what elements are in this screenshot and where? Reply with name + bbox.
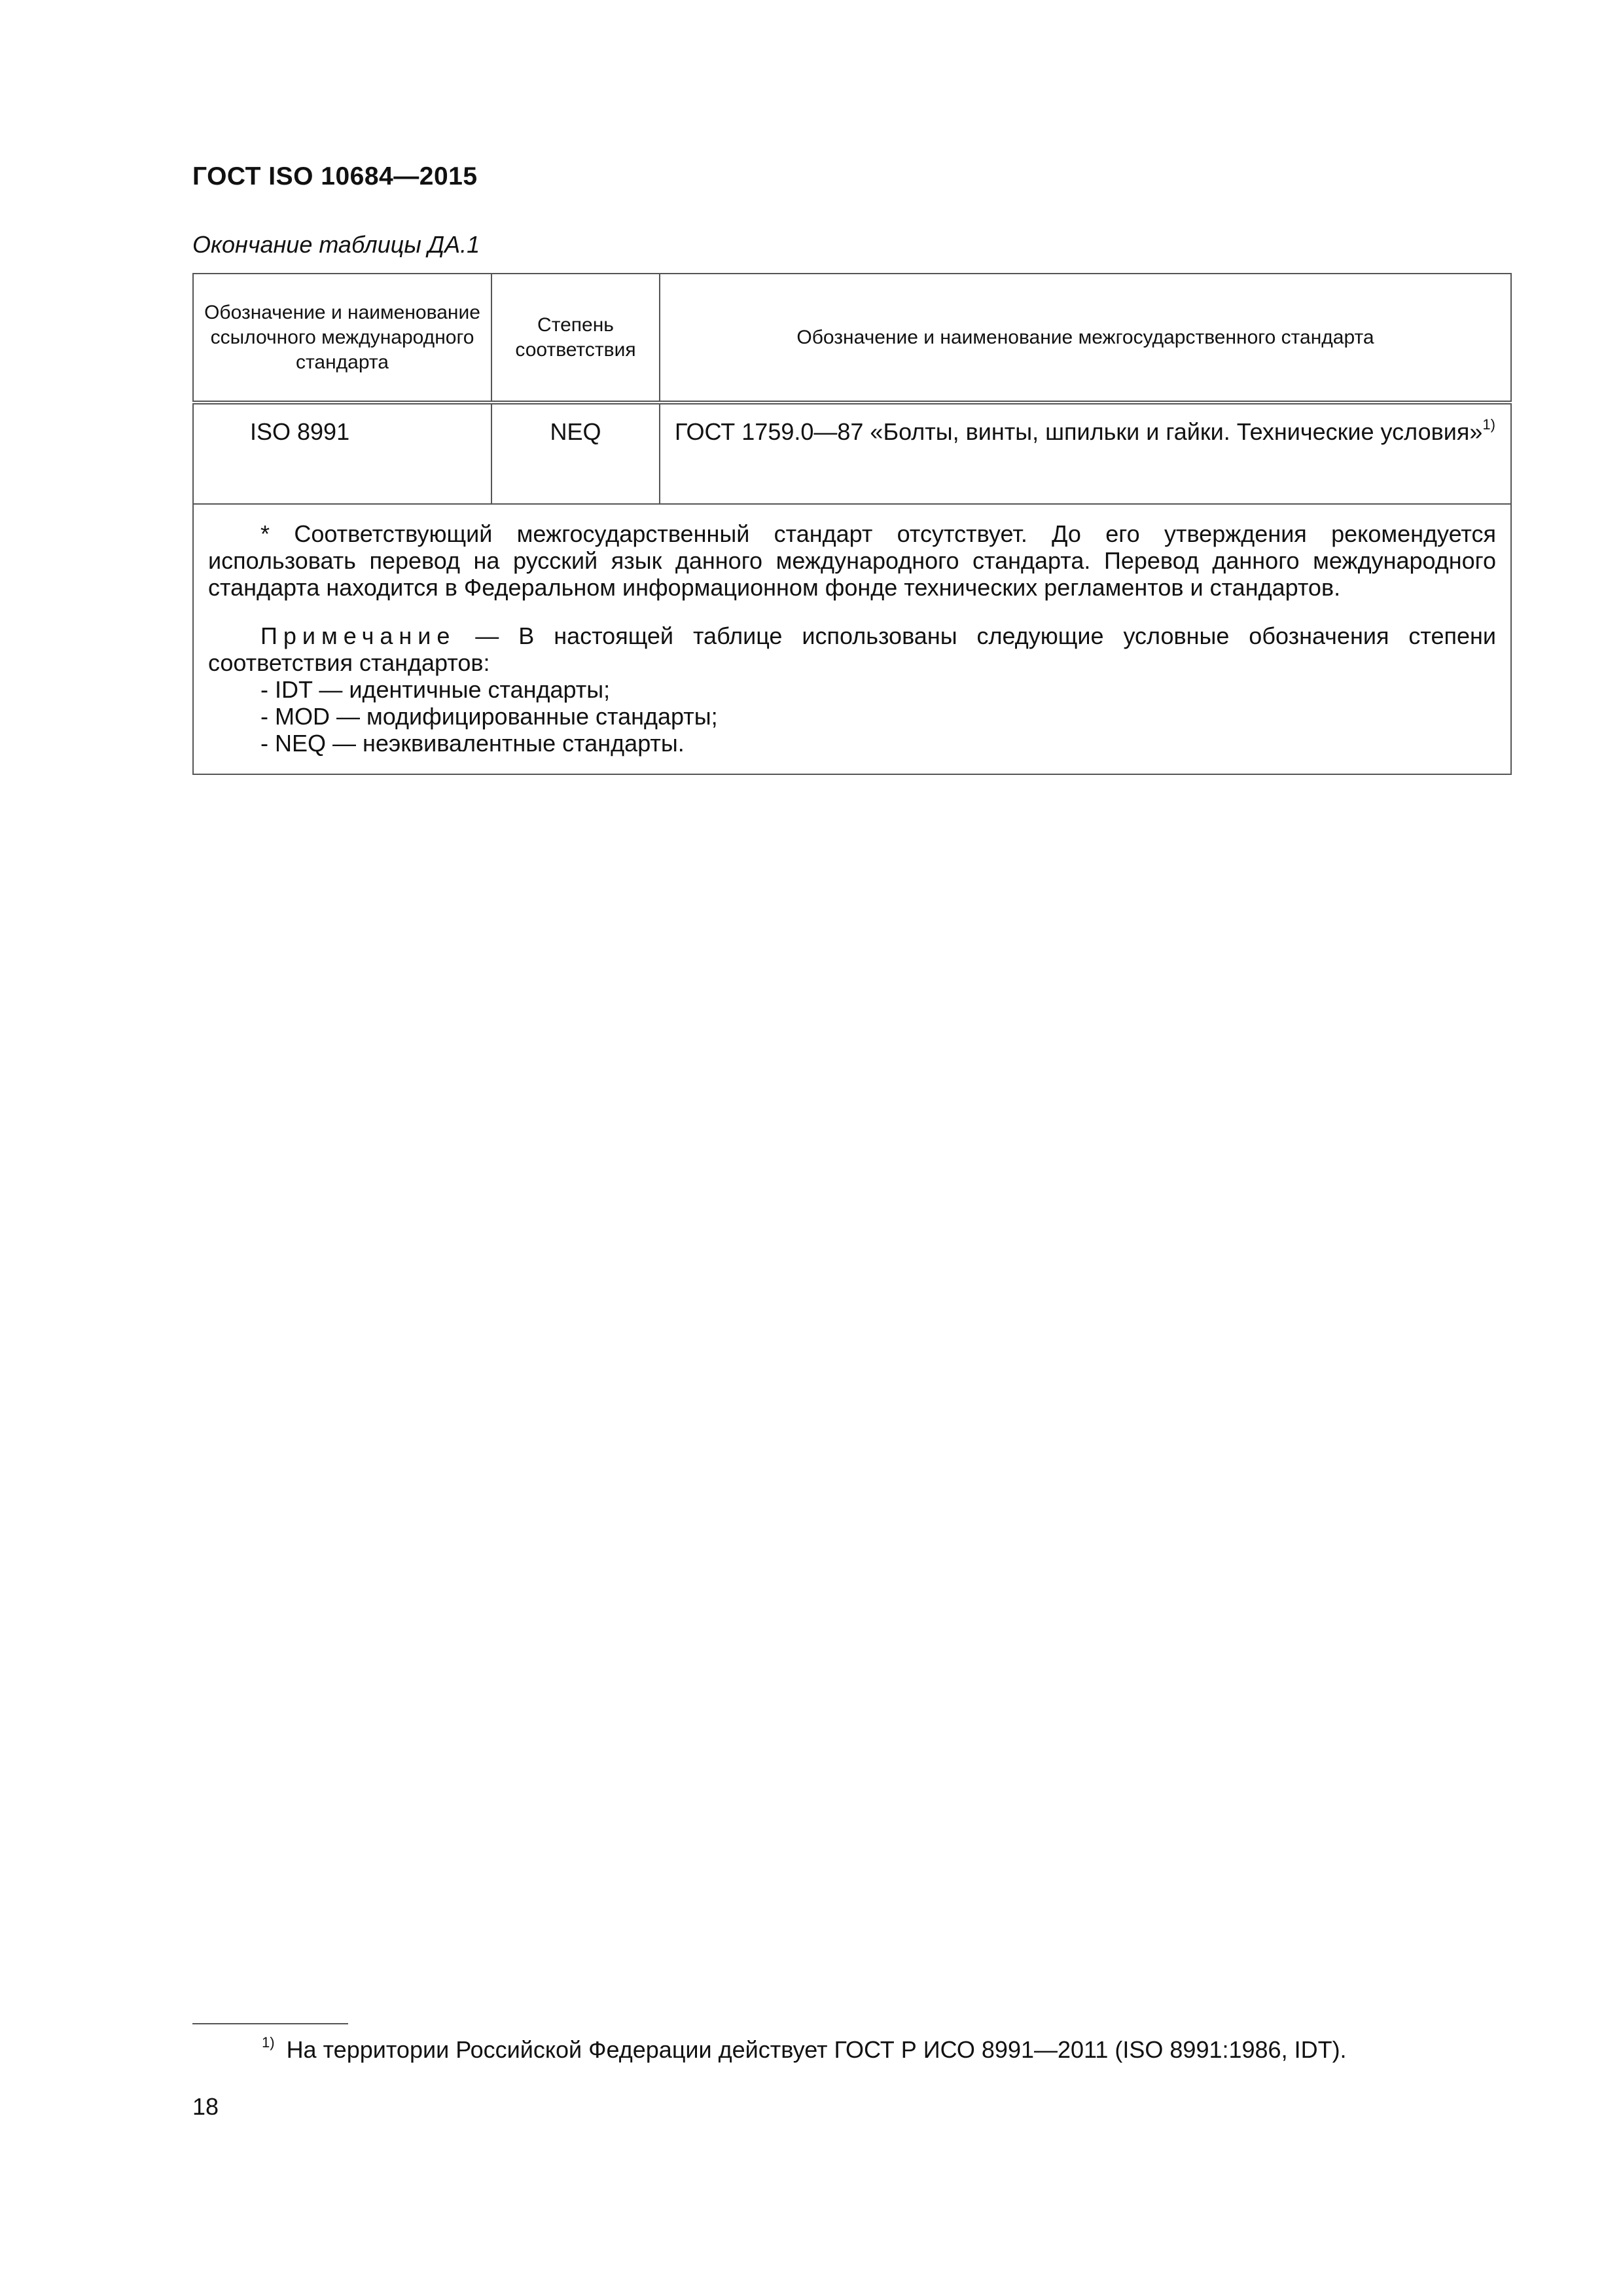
correspondence-table	[192, 273, 1512, 775]
standard-cell	[660, 403, 1511, 504]
list-item: - MOD — модифицированные стандарты;	[260, 703, 718, 730]
column-header-standard: Обозначение и наименование межгосударственного стандарта	[660, 274, 1511, 403]
footnote-separator	[192, 2023, 348, 2024]
note-label: Примечание	[260, 622, 456, 649]
asterisk-note: * Соответствующий межгосударственный стандарт отсутствует. До его утверждения рекомендуется использовать перевод на русский язык данного международного стандарта. Перевод данного международного стандарта находится в Федеральном информационном фонде технических регламентов и стандартов.	[208, 520, 1496, 601]
footnote-reference: 1)	[1482, 416, 1495, 433]
list-item: - NEQ — неэквивалентные стандарты.	[260, 730, 685, 757]
footnote-text: На территории Российской Федерации действует ГОСТ Р ИСО 8991—2011 (ISO 8991:1986, IDT).	[286, 2036, 1347, 2063]
degree-legend-list	[208, 676, 1496, 757]
document-header: ГОСТ ISO 10684—2015	[192, 162, 478, 190]
table-header-row	[193, 274, 1511, 403]
table-caption: Окончание таблицы ДА.1	[192, 231, 480, 258]
degree-cell: NEQ	[491, 403, 660, 504]
column-header-degree: Степень соответствия	[491, 274, 660, 403]
table-notes	[193, 504, 1511, 774]
column-header-reference: Обозначение и наименование ссылочного международного стандарта	[193, 274, 491, 403]
table-row	[193, 403, 1511, 504]
standard-text: ГОСТ 1759.0—87 «Болты, винты, шпильки и гайки. Технические условия»	[675, 418, 1483, 445]
notes-row	[193, 504, 1511, 774]
footnote-mark: 1)	[262, 2034, 275, 2051]
page-number: 18	[192, 2093, 219, 2120]
list-item: - IDT — идентичные стандарты;	[260, 676, 611, 703]
reference-cell: ISO 8991	[193, 403, 491, 504]
note-text: — В настоящей таблице использованы следующие условные обозначения степени соответствия стандартов:	[208, 622, 1496, 676]
table-note	[208, 622, 1496, 676]
footnote	[262, 2036, 1347, 2064]
